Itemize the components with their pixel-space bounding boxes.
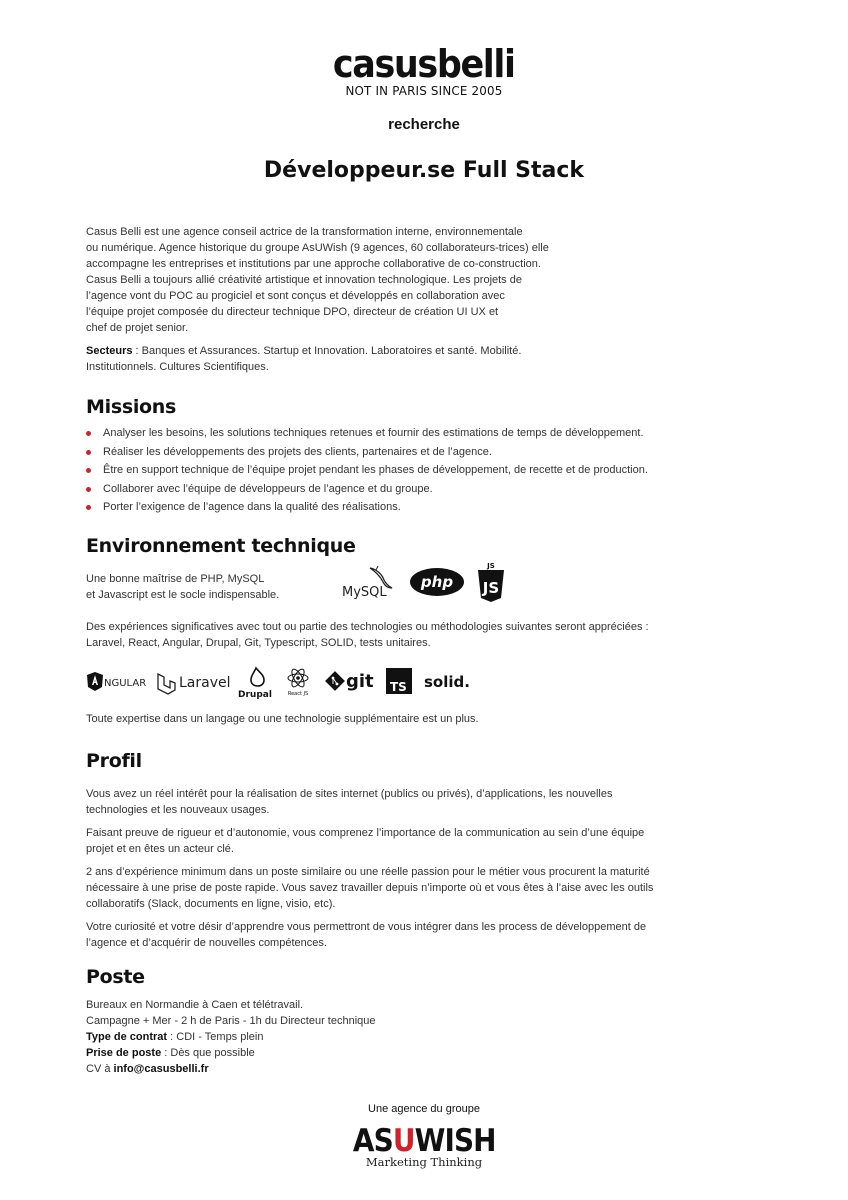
- logo-brand: casusbelli: [333, 42, 515, 86]
- solid-label: solid.: [424, 673, 470, 691]
- profil-line: Faisant preuve de rigueur et d’autonomie, vous comprenez l’importance de la communication au sein d’une équipe: [86, 827, 645, 839]
- react-logo-icon: [288, 667, 308, 697]
- profil-line: projet et en êtes un acteur clé.: [86, 843, 234, 855]
- poste-heading: Poste: [86, 966, 145, 988]
- profil-line: l’agence et d’acquérir de nouvelles compétences.: [86, 937, 327, 949]
- drupal-label: Drupal: [238, 690, 272, 700]
- job-title: Développeur.se Full Stack: [263, 158, 585, 183]
- react-label: React JS: [287, 691, 309, 697]
- intro-line: accompagne les entreprises et institutions par une approche collaborative de co-construction.: [86, 258, 541, 270]
- poste-contrat: Type de contrat : CDI - Temps plein: [86, 1031, 264, 1043]
- secteurs-line1: : Banques et Assurances. Startup et Innovation. Laboratoires et santé. Mobilité.: [132, 345, 522, 357]
- php-label: php: [420, 573, 454, 591]
- intro-line: Casus Belli est une agence conseil actrice de la transformation interne, environnementale: [86, 226, 523, 238]
- solid-logo-icon: [424, 673, 470, 691]
- bullet-icon: [86, 468, 91, 473]
- profil-line: 2 ans d’expérience minimum dans un poste similaire ou une réelle passion pour le métier vous procurent la maturité: [86, 866, 650, 878]
- profil-heading: Profil: [86, 750, 142, 772]
- typescript-logo-icon: [386, 668, 412, 694]
- profil-paragraph: [86, 786, 726, 818]
- php-logo-icon: [410, 568, 464, 596]
- poste-details: [86, 997, 376, 1077]
- mysql-logo-icon: [342, 566, 392, 600]
- angular-logo-icon: [87, 672, 146, 691]
- git-label: git: [346, 671, 374, 692]
- secteurs-line2: Institutionnels. Cultures Scientifiques.: [86, 361, 269, 373]
- intro-paragraph: [86, 224, 726, 336]
- logo-tagline: NOT IN PARIS SINCE 2005: [345, 83, 503, 98]
- core-tech-logos: [340, 560, 520, 604]
- environnement-heading: Environnement technique: [86, 535, 356, 557]
- list-item: Réaliser les développements des projets des clients, partenaires et de l’agence.: [86, 443, 648, 462]
- angular-label: NGULAR: [104, 678, 147, 689]
- bullet-icon: [86, 431, 91, 436]
- ts-label: TS: [390, 680, 407, 694]
- cv-email-link[interactable]: info@casusbelli.fr: [113, 1063, 209, 1075]
- intro-line: l’équipe projet composée du directeur technique DPO, directeur de création UI UX et: [86, 306, 499, 318]
- secteurs-paragraph: [86, 343, 521, 375]
- intro-line: chef de projet senior.: [86, 322, 189, 334]
- poste-line2: Campagne + Mer - 2 h de Paris - 1h du Directeur technique: [86, 1015, 376, 1027]
- poste-prise: Prise de poste : Dès que possible: [86, 1047, 255, 1059]
- asuwish-tagline: Marketing Thinking: [365, 1155, 483, 1169]
- intro-line: ou numérique. Agence historique du groupe AsUWish (9 agences, 60 collaborateurs-trices) elle: [86, 242, 549, 254]
- profil-line: nécessaire à une prise de poste rapide. Vous savez travailler depuis n’importe où et vous êtes à l’aise avec les outils: [86, 882, 654, 894]
- expertise-text: Toute expertise dans un langage ou une technologie supplémentaire est un plus.: [86, 713, 479, 725]
- experiences-text: Des expériences significatives avec tout ou partie des technologies ou méthodologies suivantes seront appréciées : Laravel, React, Angular, Drupal, Git, Typescript, SOLID, tests unitaires.: [86, 621, 649, 649]
- profil-paragraph: [86, 864, 726, 912]
- asuwish-brand: ASUWISH: [352, 1123, 496, 1159]
- missions-list: [86, 424, 648, 517]
- profil-line: Vous avez un réel intérêt pour la réalisation de sites internet (publics ou privés), d’applications, les nouvelles: [86, 788, 613, 800]
- profil-line: Votre curiosité et votre désir d’apprendre vous permettront de vous intégrer dans les process de développement de: [86, 921, 647, 933]
- list-item: Être en support technique de l’équipe projet pendant les phases de développement, de recette et de production.: [86, 461, 648, 480]
- mysql-label: MySQL: [342, 585, 387, 600]
- profil-line: collaboratifs (Slack, documents en ligne, visio, etc).: [86, 898, 336, 910]
- env-intro-text: Une bonne maîtrise de PHP, MySQL et Javascript est le socle indispensable.: [86, 573, 280, 601]
- list-item: Analyser les besoins, les solutions techniques retenues et fournir des estimations de temps de développement.: [86, 424, 648, 443]
- profil-line: technologies et les nouveaux usages.: [86, 804, 270, 816]
- poste-cv: CV à info@casusbelli.fr: [86, 1063, 209, 1075]
- casusbelli-logo: [0, 44, 848, 98]
- laravel-label: Laravel: [179, 675, 231, 691]
- intro-line: Casus Belli a toujours allié créativité artistique et innovation technologique. Les projets de: [86, 274, 522, 286]
- profil-paragraphs: [86, 786, 726, 958]
- bullet-icon: [86, 487, 91, 492]
- bullet-icon: [86, 505, 91, 510]
- js-small-label: JS: [487, 562, 495, 570]
- profil-paragraph: [86, 919, 726, 951]
- recherche-label: recherche: [388, 116, 460, 133]
- drupal-logo-icon: [238, 668, 272, 700]
- asuwish-logo: [0, 1124, 848, 1169]
- framework-logos: [86, 664, 486, 700]
- list-item: Porter l’exigence de l’agence dans la qualité des réalisations.: [86, 498, 648, 517]
- bullet-icon: [86, 450, 91, 455]
- profil-paragraph: [86, 825, 726, 857]
- secteurs-label: Secteurs: [86, 345, 133, 357]
- git-logo-icon: [325, 671, 374, 692]
- poste-line1: Bureaux en Normandie à Caen et télétravail.: [86, 999, 304, 1011]
- missions-heading: Missions: [86, 396, 177, 418]
- intro-line: l’agence vont du POC au progiciel et sont conçus et développés en collaboration avec: [86, 290, 505, 302]
- list-item: Collaborer avec l’équipe de développeurs de l’agence et du groupe.: [86, 480, 648, 499]
- js-logo-icon: [478, 562, 504, 602]
- agence-label: Une agence du groupe: [368, 1103, 480, 1115]
- js-shield-label: JS: [482, 579, 500, 597]
- laravel-logo-icon: [158, 674, 231, 694]
